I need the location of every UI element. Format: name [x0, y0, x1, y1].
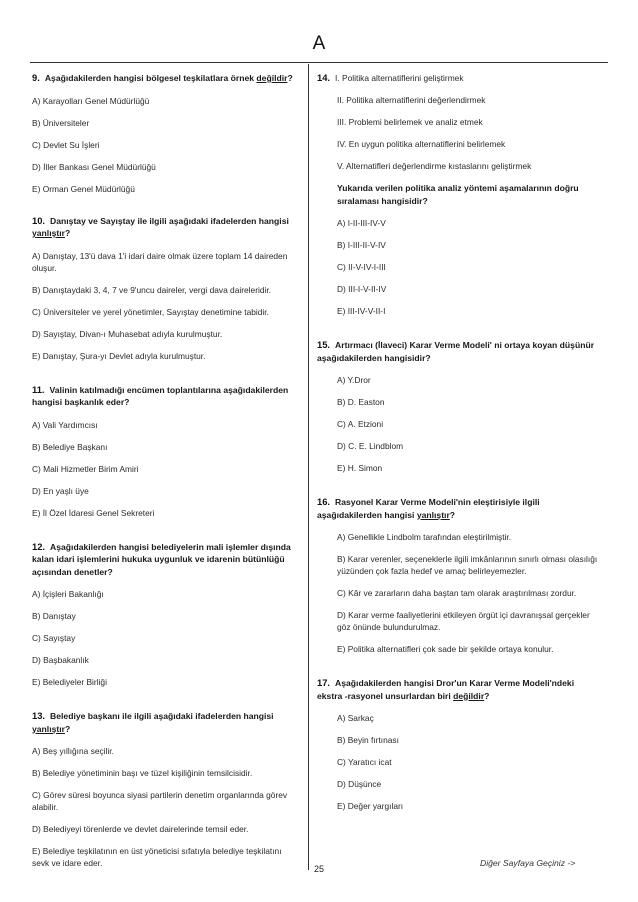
stem-text: Artırmacı (İlaveci) Karar Verme Modeli' ni ortaya koyan düşünür aşağıdakilerden hangisidir? [317, 340, 595, 363]
option-d[interactable]: D) III-I-V-II-IV [337, 284, 387, 294]
next-page-note: Diğer Sayfaya Geçiniz -> [480, 858, 576, 868]
option-d[interactable]: D) Sayıştay, Divan-ı Muhasebat adıyla kurulmuştur. [32, 328, 223, 339]
question-12 [32, 541, 300, 689]
option-e[interactable]: E) Orman Genel Müdürlüğü [32, 183, 135, 194]
option-b[interactable]: B) Karar verenler, seçeneklerle ilgili imkânlarının sınırlı olması olasılığı yüzünden çok fazla hedef ve amaç belirleyemezler. [337, 554, 598, 576]
option-d[interactable]: D) Karar verme faaliyetlerini etkileyen örgüt içi davranışsal gerçekler göz önünde bulundurulmaz. [337, 610, 590, 632]
option-e[interactable]: E) III-IV-V-II-I [337, 306, 386, 316]
option-d[interactable]: D) C. E. Lindblom [337, 441, 404, 451]
question-13 [32, 710, 300, 869]
option-b[interactable]: B) Danıştaydaki 3, 4, 7 ve 9'uncu daireler, vergi dava daireleridir. [32, 284, 272, 295]
booklet-letter: A [312, 33, 326, 54]
question-17 [317, 677, 599, 812]
option-e[interactable]: E) Değer yargıları [337, 801, 404, 811]
statement-1: 14. I. Politika alternatiflerini geliştirmek [317, 72, 464, 83]
option-a[interactable]: A) Vali Yardımcısı [32, 419, 98, 430]
option-c[interactable]: C) Yaratıcı icat [337, 757, 392, 767]
question-stem [317, 496, 599, 521]
option-b[interactable]: B) I-III-II-V-IV [337, 240, 386, 250]
option-d[interactable]: D) Belediyeyi törenlerde ve devlet dairelerinde temsil eder. [32, 824, 249, 834]
option-b[interactable]: B) Danıştay [32, 611, 76, 621]
stem-text-end: ? [64, 228, 71, 238]
option-e[interactable]: E) İl Özel İdaresi Genel Sekreteri [32, 507, 155, 518]
option-e[interactable]: E) Belediye teşkilatının en üst yöneticisi sıfatıyla belediye teşkilatını sevk ve idare eder. [32, 846, 282, 868]
question-number: 11. [32, 383, 45, 395]
stem-text: Belediye başkanı ile ilgili aşağıdaki ifadelerden hangisi [50, 711, 274, 721]
option-a[interactable]: A) Karayolları Genel Müdürlüğü [32, 95, 150, 106]
question-stem [32, 541, 300, 579]
stem-text: Aşağıdakilerden hangisi bölgesel teşkilatlara örnek [44, 73, 257, 83]
statement-list [317, 72, 599, 172]
stem-text-end: ? [484, 690, 490, 701]
stem-underlined: yanlıştır [416, 509, 450, 520]
option-c[interactable]: C) Üniversiteler ve yerel yönetimler, Sayıştay denetimine tabidir. [32, 306, 269, 317]
option-a[interactable]: A) Sarkaç [337, 713, 374, 723]
statement-2: II. Politika alternatiflerini değerlendirmek [337, 95, 486, 105]
option-e[interactable]: E) H. Simon [337, 463, 383, 473]
stem-underlined: yanlıştır [32, 723, 65, 734]
option-c[interactable]: C) Kâr ve zararların daha baştan tam olarak araştırılması zordur. [337, 588, 577, 598]
question-stem [32, 215, 300, 240]
question-14 [317, 72, 599, 317]
question-prompt: Yukarıda verilen politika analiz yöntemi aşamalarının doğru sıralaması hangisidir? [337, 183, 579, 206]
option-a[interactable]: A) Y.Dror [337, 375, 371, 385]
option-a[interactable]: A) Beş yıllığına seçilir. [32, 746, 114, 756]
option-a[interactable]: A) İçişleri Bakanlığı [32, 589, 104, 599]
option-c[interactable]: C) Görev süresi boyunca siyasi partilerin denetim organlarında görev alabilir. [32, 790, 288, 812]
page-number: 25 [313, 864, 324, 874]
question-16 [317, 496, 599, 655]
option-d[interactable]: D) İller Bankası Genel Müdürlüğü [32, 161, 156, 172]
stem-text-end: ? [449, 509, 456, 520]
question-number: 16. [317, 496, 331, 507]
statement-5: V. Alternatifleri değerlendirme kıstaslarını geliştirmek [337, 161, 532, 171]
stem-text-end: ? [64, 723, 71, 734]
question-stem [317, 677, 599, 702]
option-e[interactable]: E) Belediyeler Birliği [32, 677, 107, 687]
stem-text: Rasyonel Karar Verme Modeli'nin eleştirisiyle ilgili aşağıdakilerden hangisi [317, 497, 540, 520]
option-e[interactable]: E) Danıştay, Şura-yı Devlet adıyla kurulmuştur. [32, 350, 206, 361]
option-b[interactable]: B) Beyin fırtınası [337, 735, 399, 745]
option-b[interactable]: B) Belediye Başkanı [32, 441, 108, 452]
stem-text: Aşağıdakilerden hangisi belediyelerin mali işlemler dışında kalan idari işlemlerini hukuka uygunluk ve idarenin bütünlüğü açısından denetler? [32, 541, 291, 577]
question-stem [32, 384, 300, 409]
question-10 [32, 215, 300, 362]
option-b[interactable]: B) Üniversiteler [32, 117, 90, 128]
question-stem [32, 710, 300, 735]
option-c[interactable]: C) Devlet Su İşleri [32, 139, 100, 150]
option-a[interactable]: A) Genellikle Lindbolm tarafından eleştirilmiştir. [337, 532, 512, 542]
question-number: 10. [32, 214, 46, 226]
question-number: 9. [32, 72, 40, 83]
statement-4: IV. En uygun politika alternatiflerini belirlemek [337, 139, 506, 149]
question-11 [32, 384, 300, 519]
stem-underlined: değildir [453, 690, 485, 701]
option-c[interactable]: C) Sayıştay [32, 633, 76, 643]
question-number: 12. [32, 540, 46, 552]
stem-text: Valinin katılmadığı encümen toplantılarına aşağıdakilerden hangisi başkanlık eder? [32, 384, 289, 407]
right-column [317, 70, 599, 825]
question-stem [32, 72, 300, 85]
option-c[interactable]: C) Mali Hizmetler Birim Amiri [32, 463, 139, 474]
column-divider [308, 64, 309, 870]
question-number: 14. [317, 72, 331, 83]
option-d[interactable]: D) Başbakanlık [32, 655, 89, 665]
option-d[interactable]: D) En yaşlı üye [32, 485, 89, 496]
option-a[interactable]: A) Danıştay, 13'ü dava 1'i idari daire olmak üzere toplam 14 daireden oluşur. [32, 250, 288, 273]
stem-underlined: yanlıştır [32, 228, 65, 238]
question-15 [317, 339, 599, 474]
question-stem [317, 339, 599, 364]
question-number: 13. [32, 710, 46, 721]
option-d[interactable]: D) Düşünce [337, 779, 382, 789]
stem-underlined: değildir [256, 73, 288, 83]
header-rule [30, 62, 608, 63]
question-9 [32, 72, 300, 195]
stem-text: Danıştay ve Sayıştay ile ilgili aşağıdaki ifadelerden hangisi [50, 215, 289, 226]
option-b[interactable]: B) D. Easton [337, 397, 385, 407]
stem-text-end: ? [287, 73, 293, 83]
option-c[interactable]: C) A. Etzioni [337, 419, 384, 429]
stem-text: Aşağıdakilerden hangisi Dror'un Karar Verme Modeli'ndeki ekstra -rasyonel unsurlardan biri [317, 678, 575, 701]
option-c[interactable]: C) II-V-IV-I-III [337, 262, 386, 272]
question-number: 17. [317, 677, 331, 688]
left-column [32, 70, 300, 882]
question-number: 15. [317, 339, 331, 350]
option-e[interactable]: E) Politika alternatifleri çok sade bir şekilde ortaya konulur. [337, 644, 554, 654]
option-b[interactable]: B) Belediye yönetiminin başı ve tüzel kişiliğinin temsilcisidir. [32, 768, 253, 778]
statement-3: III. Problemi belirlemek ve analiz etmek [337, 117, 483, 127]
option-a[interactable]: A) I-II-III-IV-V [337, 218, 386, 228]
